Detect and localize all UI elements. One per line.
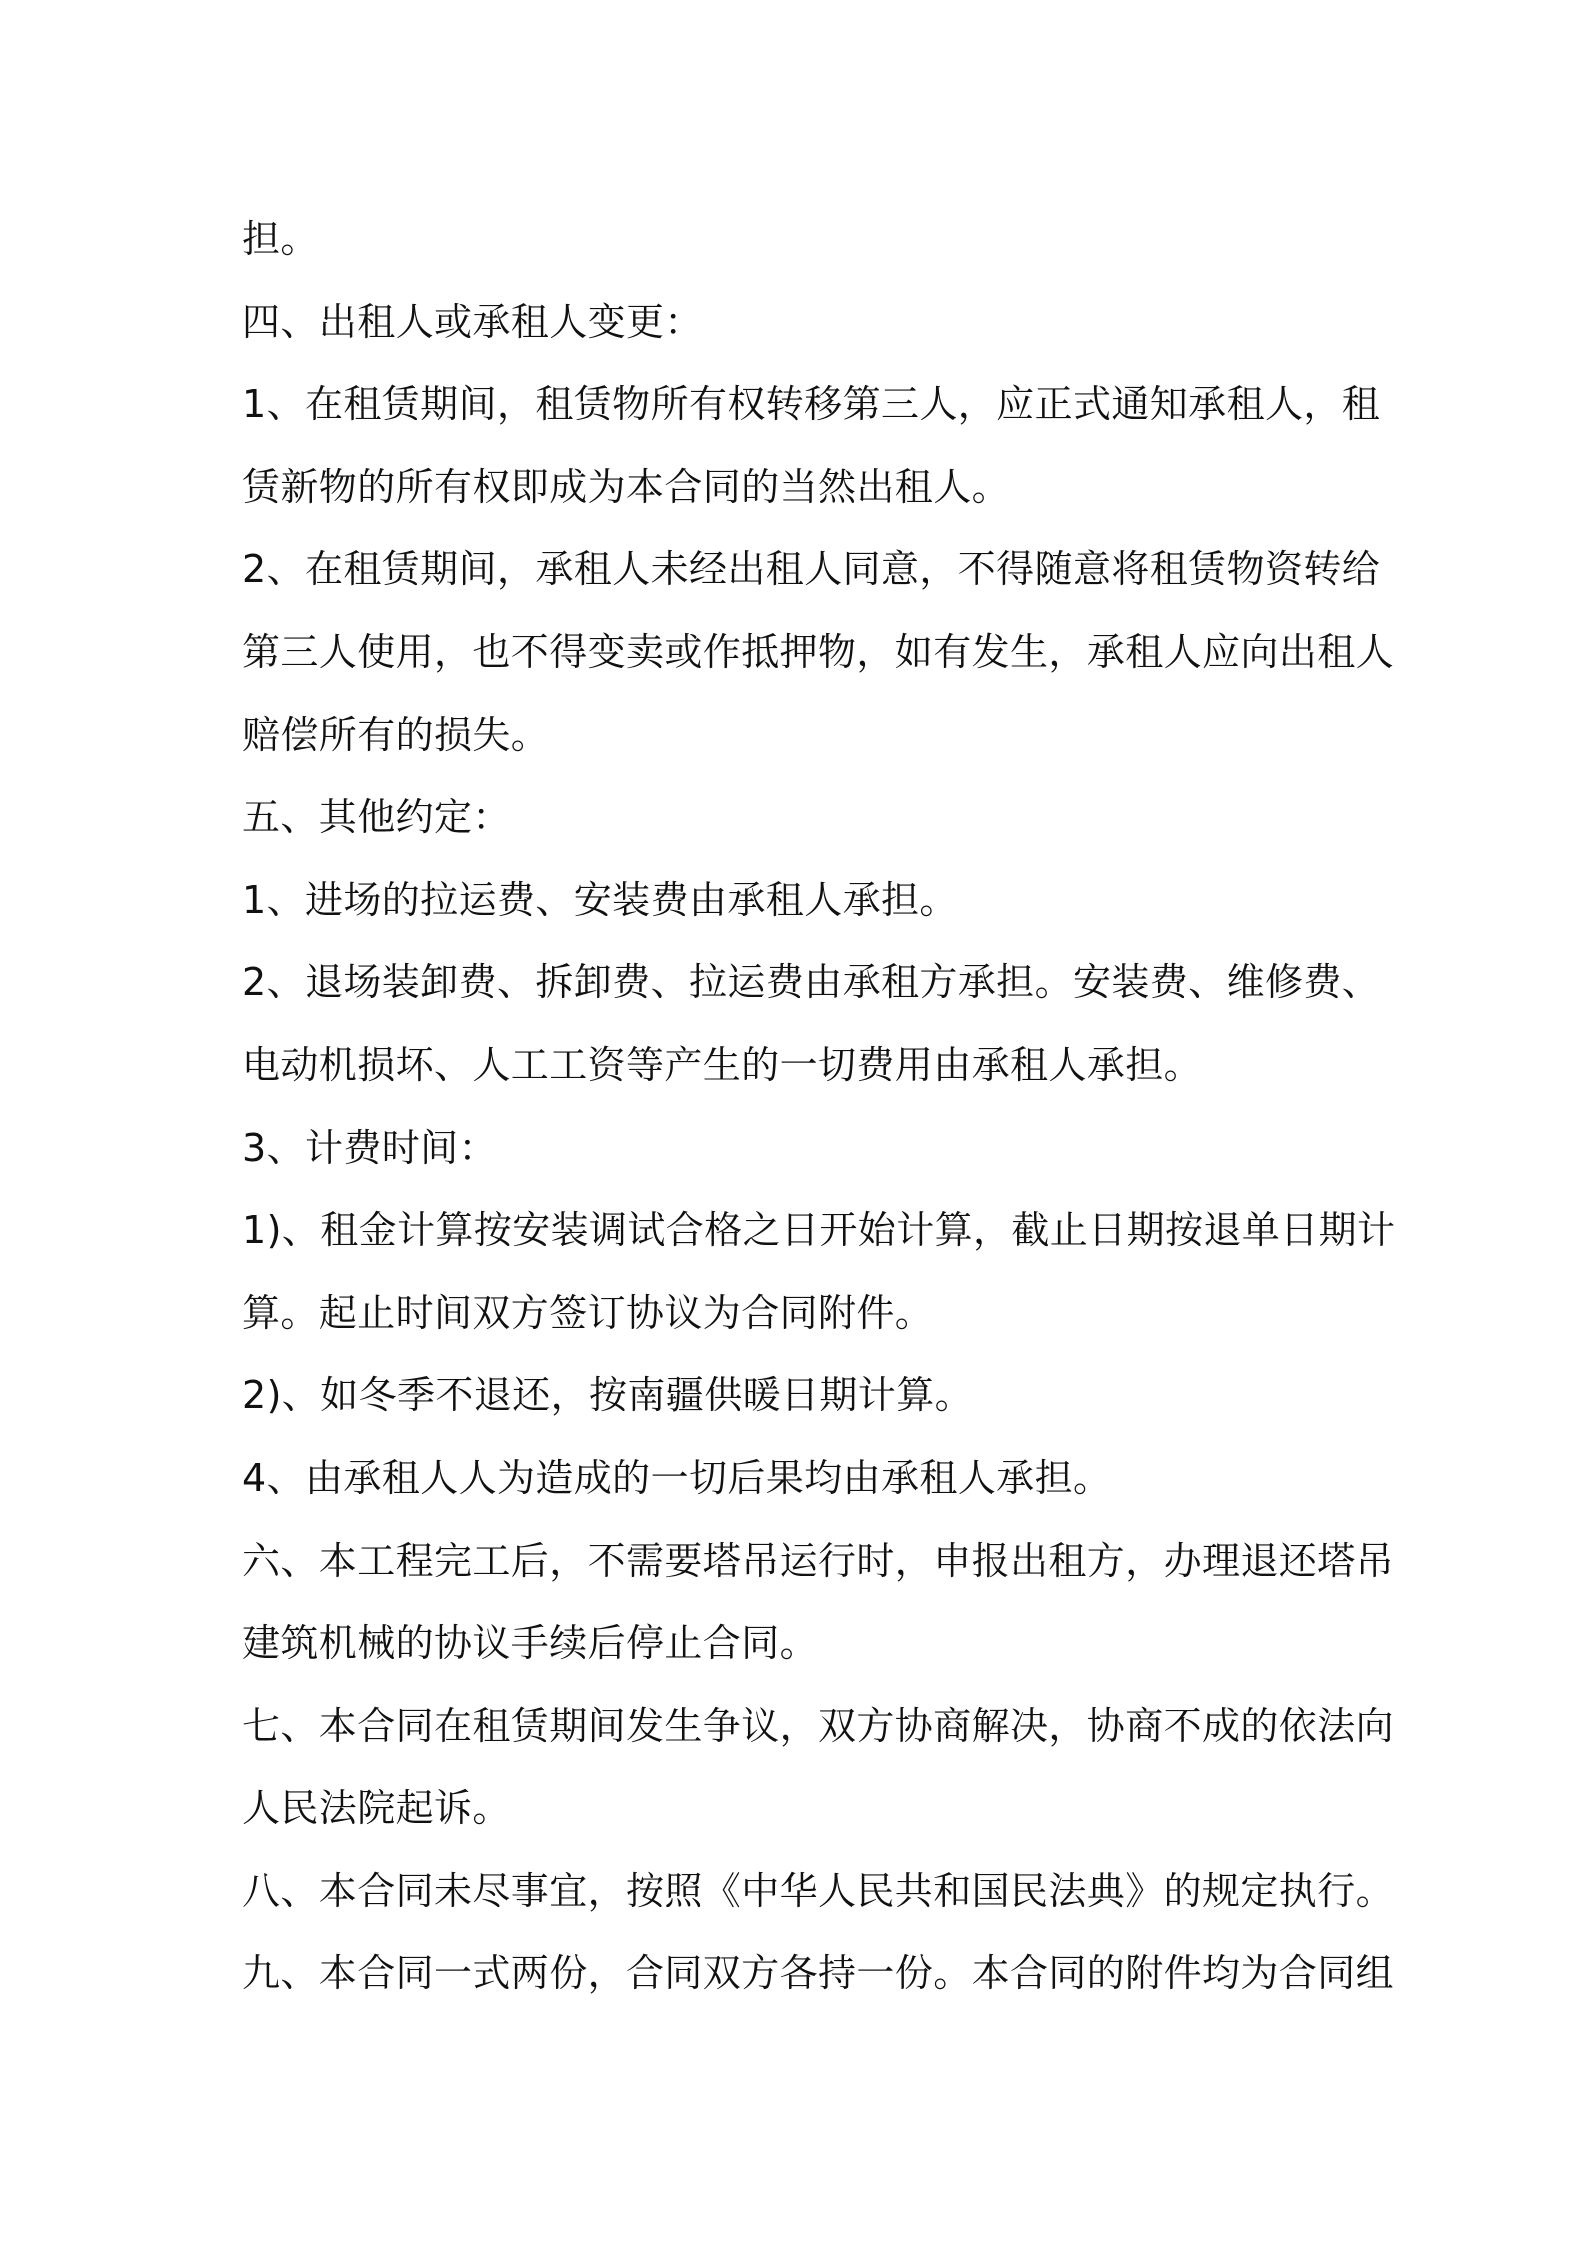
section-heading-5: 五、其他约定： [242,795,511,840]
section-heading-6: 六、本工程完工后，不需要塔吊运行时，申报出租方，办理退还塔吊 [242,1538,1395,1583]
text-line: 2、在租赁期间，承租人未经出租人同意，不得随意将租赁物资转给 [242,547,1381,592]
text-line: 建筑机械的协议手续后停止合同。 [242,1621,819,1666]
text-line: 算。起止时间双方签订协议为合同附件。 [242,1290,934,1335]
text-line: 电动机损坏、人工工资等产生的一切费用由承租人承担。 [242,1042,1203,1087]
text-line: 2)、如冬季不退还，按南疆供暖日期计算。 [242,1373,974,1418]
text-line: 1、进场的拉运费、安装费由承租人承担。 [242,877,958,922]
text-line: 赁新物的所有权即成为本合同的当然出租人。 [242,464,1011,509]
text-line: 第三人使用，也不得变卖或作抵押物，如有发生，承租人应向出租人 [242,629,1395,674]
section-heading-7: 七、本合同在租赁期间发生争议，双方协商解决，协商不成的依法向 [242,1703,1395,1748]
text-line: 赔偿所有的损失。 [242,712,550,757]
text-line: 4、由承租人人为造成的一切后果均由承租人承担。 [242,1455,1112,1500]
text-line: 2、退场装卸费、拆卸费、拉运费由承租方承担。安装费、维修费、 [242,960,1381,1005]
text-line: 3、计费时间： [242,1125,497,1170]
document-body [242,198,1396,2015]
text-line: 担。 [242,217,319,261]
text-line: 人民法院起诉。 [242,1786,511,1831]
text-line: 1)、租金计算按安装调试合格之日开始计算，截止日期按退单日期计 [242,1208,1396,1253]
section-heading-9: 九、本合同一式两份，合同双方各持一份。本合同的附件均为合同组 [242,1951,1395,1996]
section-heading-8: 八、本合同未尽事宜，按照《中华人民共和国民法典》的规定执行。 [242,1868,1395,1913]
text-line: 1、在租赁期间，租赁物所有权转移第三人，应正式通知承租人，租 [242,382,1381,427]
section-heading-4: 四、出租人或承租人变更： [242,299,703,344]
